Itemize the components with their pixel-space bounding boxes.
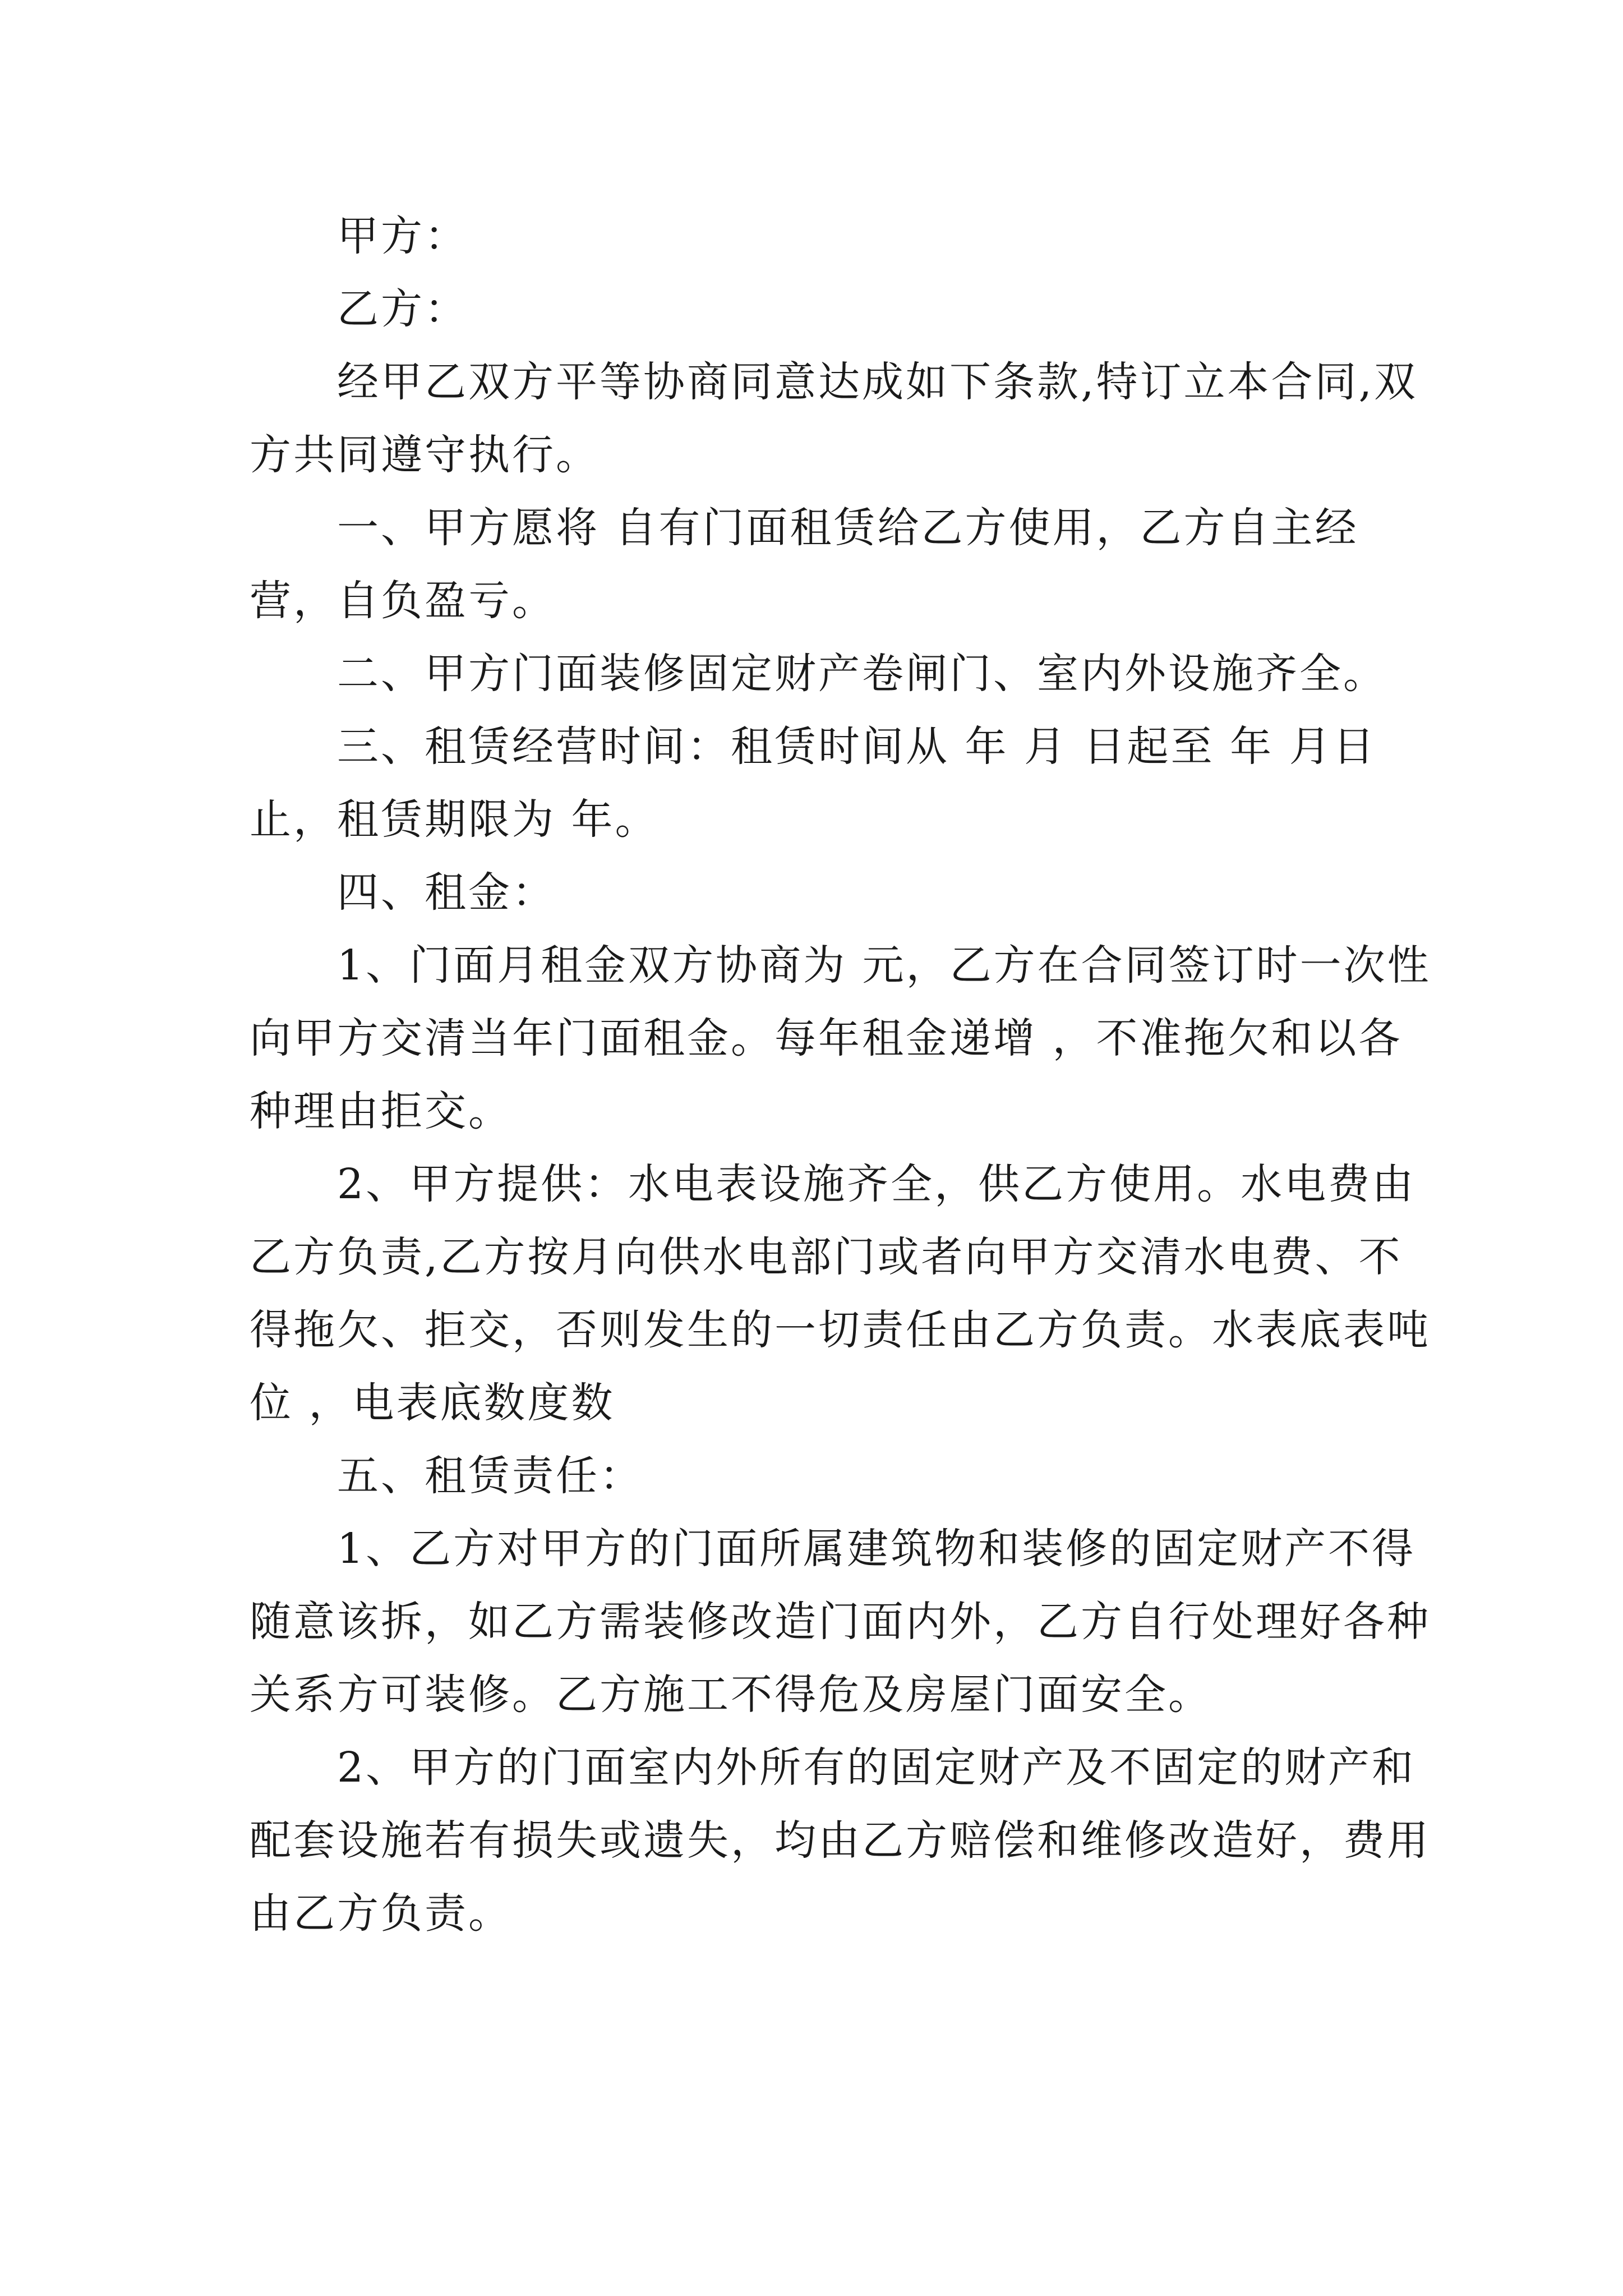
party-a-line: 甲方： (337, 212, 468, 260)
party-b-line: 乙方： (337, 285, 468, 333)
clause-5-item-2: 2、甲方的门面室内外所有的固定财产及不固定的财产和配套设施若有损失或遗失，均由乙方赔偿和维修改造好，费用由乙方负责。 (250, 1743, 1431, 1938)
clause-5-item-1: 1、乙方对甲方的门面所属建筑物和装修的固定财产不得随意该拆，如乙方需装修改造门面内外，乙方自行处理好各种关系方可装修。乙方施工不得危及房屋门面安全。 (250, 1525, 1431, 1719)
clause-5-heading: 五、租赁责任： (337, 1452, 643, 1500)
clause-3-paragraph: 三、租赁经营时间：租赁时间从 年 月 日起至 年 月日止，租赁期限为 年。 (250, 723, 1377, 844)
clause-4-heading: 四、租金： (337, 868, 556, 917)
clause-4-item-2: 2、甲方提供：水电表设施齐全，供乙方使用。水电费由乙方负责,乙方按月向供水电部门或者向甲方交清水电费、不得拖欠、拒交，否则发生的一切责任由乙方负责。水表底表吨位 ，电表底数度数 (250, 1160, 1431, 1427)
clause-2-paragraph: 二、甲方门面装修固定财产卷闸门、室内外设施齐全。 (337, 650, 1387, 698)
clause-1-paragraph: 一、甲方愿将 自有门面租赁给乙方使用，乙方自主经营，自负盈亏。 (250, 504, 1359, 625)
contract-body (250, 200, 1433, 1950)
clause-4-item-1: 1、门面月租金双方协商为 元，乙方在合同签订时一次性向甲方交清当年门面租金。每年租金递增 ，不准拖欠和以各种理由拒交。 (250, 941, 1431, 1135)
preamble-paragraph: 经甲乙双方平等协商同意达成如下条款,特订立本合同,双方共同遵守执行。 (250, 358, 1418, 479)
